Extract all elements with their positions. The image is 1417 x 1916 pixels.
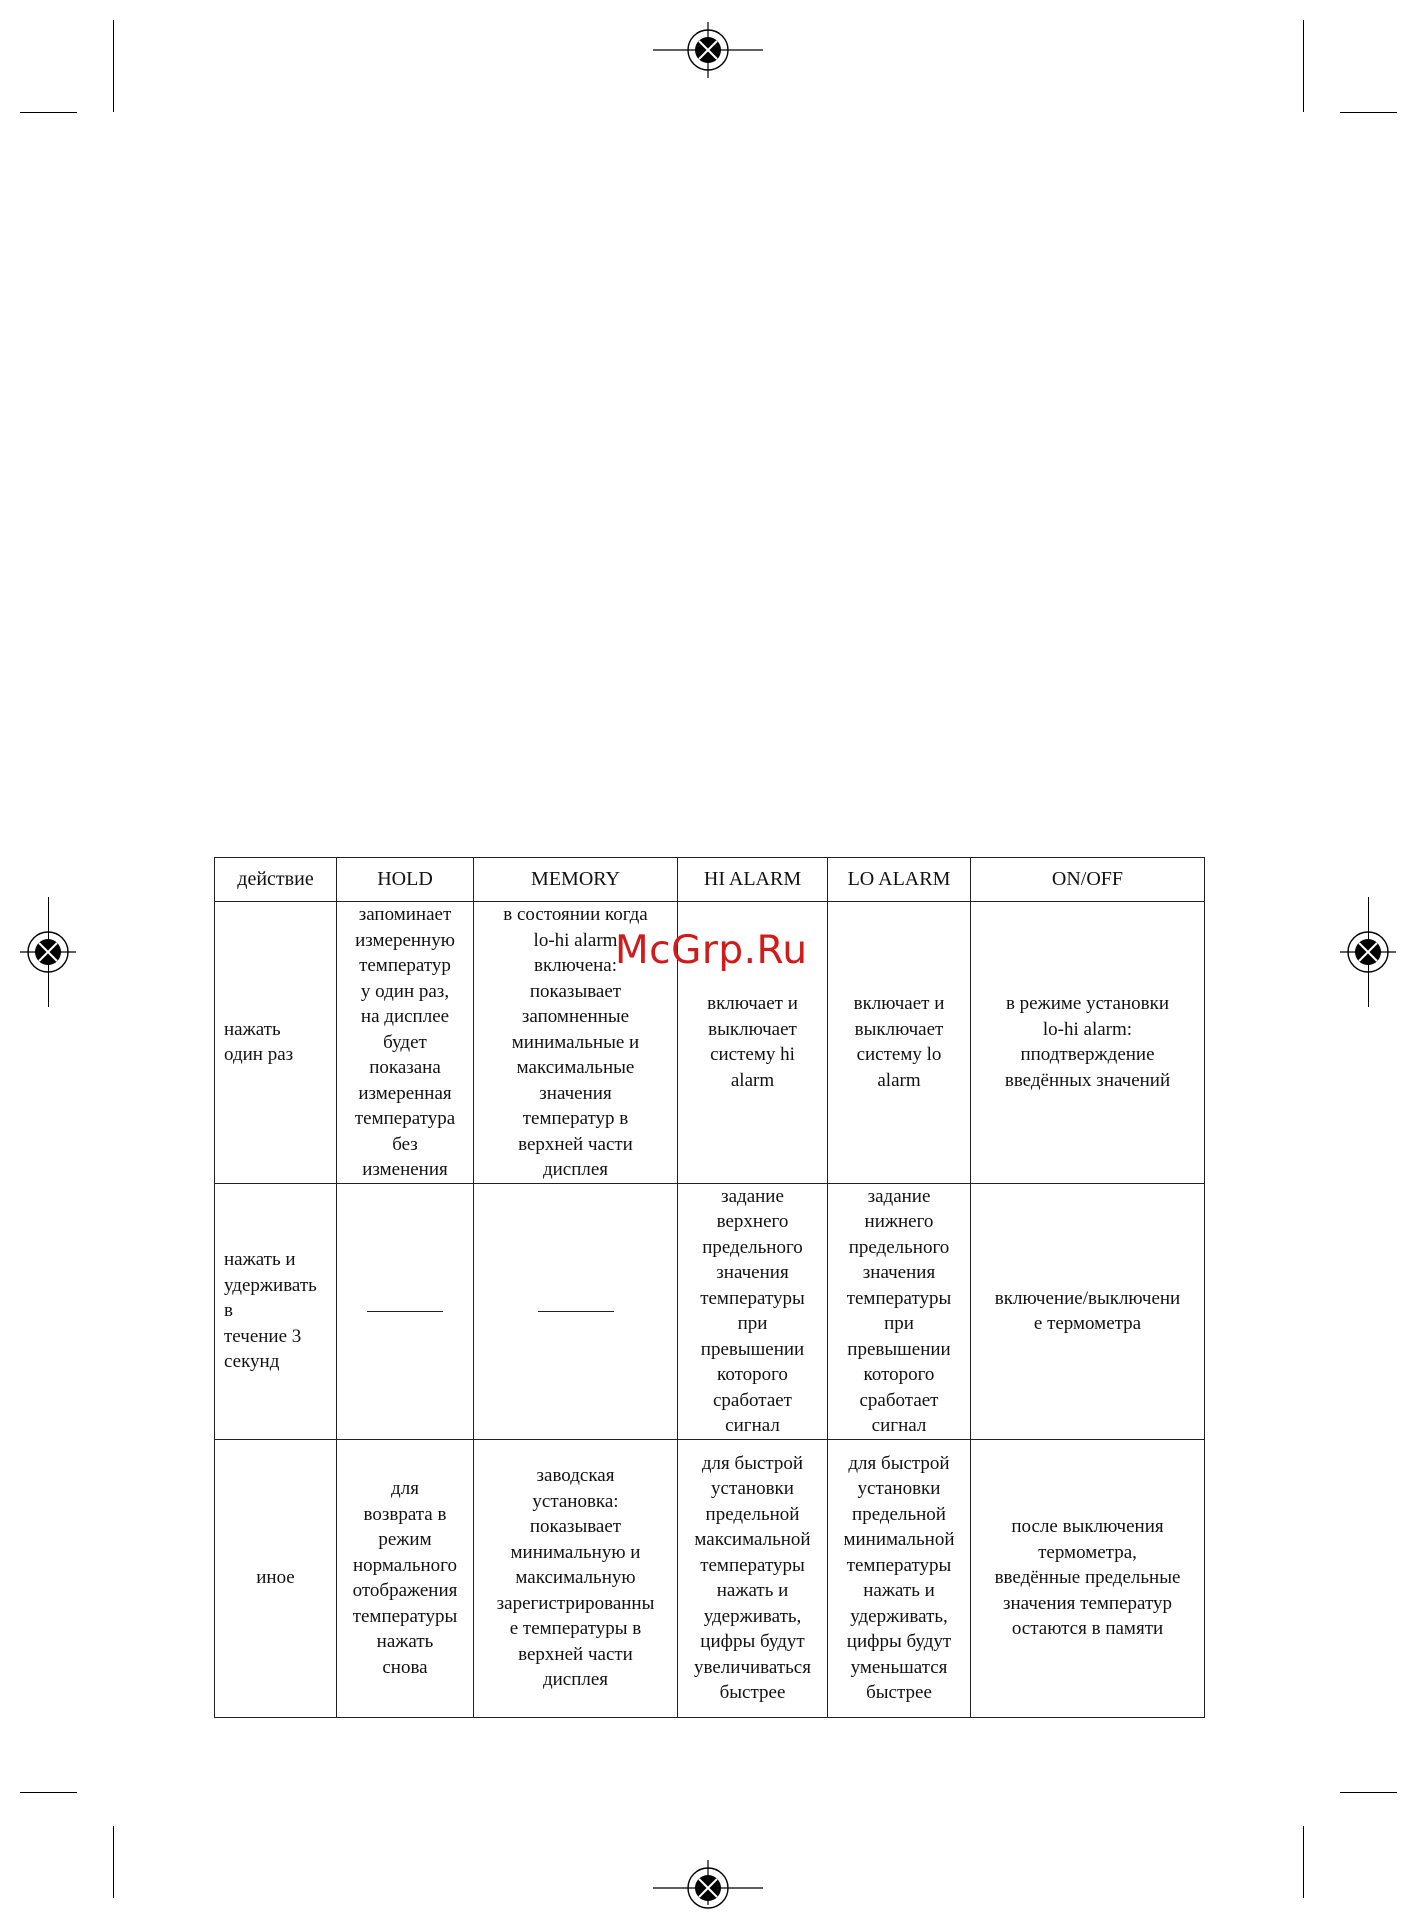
crop-mark-top-left-horizontal bbox=[20, 112, 77, 113]
cell-memory-press-once: в состоянии когда lo-hi alarm включена: показывает запомненные минимальные и максимальные значения температур в верхней части дисплея bbox=[474, 902, 678, 1184]
header-lo-alarm: LO ALARM bbox=[828, 858, 971, 902]
table-header-row bbox=[215, 858, 1205, 902]
cell-hi-alarm-press-once: включает и выключает систему hi alarm bbox=[678, 902, 828, 1184]
header-hold: HOLD bbox=[337, 858, 474, 902]
header-on-off: ON/OFF bbox=[971, 858, 1205, 902]
cell-lo-alarm-press-once: включает и выключает систему lo alarm bbox=[828, 902, 971, 1184]
row-label-press-once: нажать один раз bbox=[215, 902, 337, 1184]
cell-lo-alarm-press-and-hold: задание нижнего предельного значения температуры при превышении которого сработает сигнал bbox=[828, 1183, 971, 1439]
cell-hold-press-and-hold bbox=[337, 1183, 474, 1439]
watermark: McGrp.Ru bbox=[615, 928, 808, 973]
registration-mark-top-icon bbox=[653, 22, 763, 78]
cell-memory-press-and-hold bbox=[474, 1183, 678, 1439]
empty-dash bbox=[367, 1311, 443, 1312]
cell-hold-press-once: запоминает измеренную температур у один раз, на дисплее будет показана измеренная температура без изменения bbox=[337, 902, 474, 1184]
registration-mark-bottom-icon bbox=[653, 1860, 763, 1916]
row-label-other: иное bbox=[215, 1439, 337, 1717]
cell-lo-alarm-other: для быстрой установки предельной минимальной температуры нажать и удерживать, цифры будут уменьшатся быстрее bbox=[828, 1439, 971, 1717]
crop-mark-bottom-left-horizontal bbox=[20, 1792, 77, 1793]
crop-mark-top-right-vertical bbox=[1303, 20, 1304, 112]
header-memory: MEMORY bbox=[474, 858, 678, 902]
table-row bbox=[215, 1439, 1205, 1717]
cell-hi-alarm-other: для быстрой установки предельной максимальной температуры нажать и удерживать, цифры будут увеличиваться быстрее bbox=[678, 1439, 828, 1717]
empty-dash bbox=[538, 1311, 614, 1312]
crop-mark-bottom-right-horizontal bbox=[1340, 1792, 1397, 1793]
cell-on-off-other: после выключения термометра, введённые предельные значения температур остаются в памяти bbox=[971, 1439, 1205, 1717]
crop-mark-bottom-right-vertical bbox=[1303, 1826, 1304, 1898]
header-hi-alarm: HI ALARM bbox=[678, 858, 828, 902]
cell-hi-alarm-press-and-hold: задание верхнего предельного значения температуры при превышении которого сработает сигнал bbox=[678, 1183, 828, 1439]
registration-mark-left-icon bbox=[20, 924, 76, 980]
button-functions-table bbox=[214, 857, 1205, 1718]
registration-mark-right-icon bbox=[1340, 924, 1396, 980]
crop-mark-top-left-vertical bbox=[113, 20, 114, 112]
header-action: действие bbox=[215, 858, 337, 902]
crop-mark-bottom-left-vertical bbox=[113, 1826, 114, 1898]
table-row bbox=[215, 1183, 1205, 1439]
crop-mark-top-right-horizontal bbox=[1340, 112, 1397, 113]
cell-memory-other: заводская установка: показывает минимальную и максимальную зарегистрированны е температуры в верхней части дисплея bbox=[474, 1439, 678, 1717]
cell-hold-other: для возврата в режим нормального отображения температуры нажать снова bbox=[337, 1439, 474, 1717]
cell-on-off-press-and-hold: включение/выключени е термометра bbox=[971, 1183, 1205, 1439]
row-label-press-and-hold: нажать и удерживать в течение 3 секунд bbox=[215, 1183, 337, 1439]
cell-on-off-press-once: в режиме установки lo-hi alarm: пподтверждение введённых значений bbox=[971, 902, 1205, 1184]
